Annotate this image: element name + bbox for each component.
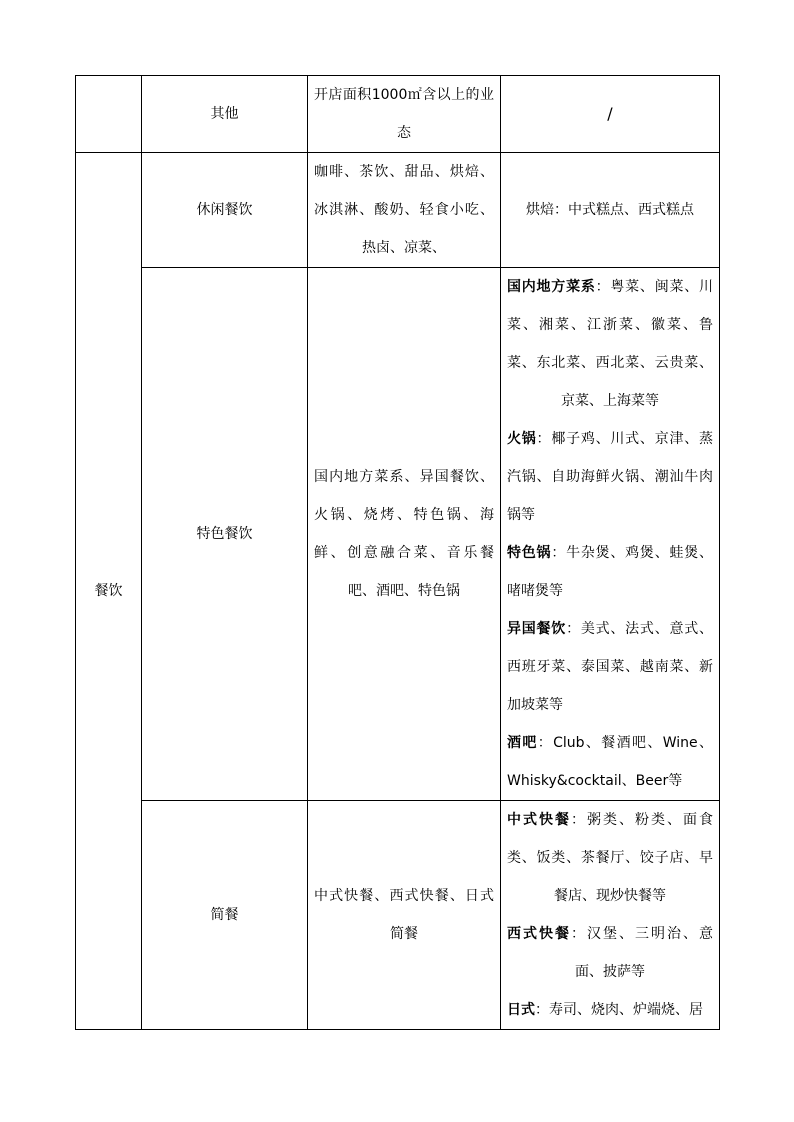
- detail-label: 国内地方菜系: [507, 279, 596, 295]
- detail-cell: 烘焙：中式糕点、西式糕点: [501, 153, 720, 268]
- detail-entry: [507, 268, 713, 420]
- detail-label: 日式: [507, 1002, 535, 1018]
- table-row: [76, 268, 720, 801]
- subcategory-cell: 简餐: [142, 801, 308, 1030]
- description-cell: 国内地方菜系、异国餐饮、火锅、烧烤、特色锅、海鲜、创意融合菜、音乐餐吧、酒吧、特色锅: [308, 268, 501, 801]
- detail-text: ：粤菜、闽菜、川菜、湘菜、江浙菜、徽菜、鲁菜、东北菜、西北菜、云贵菜、京菜、上海菜等: [507, 279, 714, 409]
- detail-entry: [507, 534, 713, 610]
- category-cell: [76, 76, 142, 153]
- table-row: [76, 153, 720, 268]
- detail-label: 西式快餐: [507, 926, 571, 942]
- category-table: [75, 75, 720, 1030]
- subcategory-cell: 休闲餐饮: [142, 153, 308, 268]
- detail-label: 酒吧: [507, 735, 538, 751]
- detail-text: ：椰子鸡、川式、京津、蒸汽锅、自助海鲜火锅、潮汕牛肉锅等: [507, 431, 714, 523]
- detail-entry: [507, 420, 713, 534]
- category-cell: 餐饮: [76, 153, 142, 1030]
- detail-text: ：Club、餐酒吧、Wine、Whisky&cocktail、Beer等: [507, 735, 713, 789]
- detail-entry: [507, 610, 713, 724]
- detail-text: ：汉堡、三明治、意面、披萨等: [571, 926, 713, 980]
- table-row: [76, 76, 720, 153]
- detail-text: ：粥类、粉类、面食类、饭类、茶餐厅、饺子店、早餐店、现炒快餐等: [507, 812, 713, 904]
- description-cell: 开店面积1000㎡含以上的业态: [308, 76, 501, 153]
- detail-label: 中式快餐: [507, 812, 571, 828]
- subcategory-cell: 特色餐饮: [142, 268, 308, 801]
- description-cell: 中式快餐、西式快餐、日式简餐: [308, 801, 501, 1030]
- subcategory-cell: 其他: [142, 76, 308, 153]
- detail-text: ：寿司、烧肉、炉端烧、居: [535, 1002, 703, 1018]
- detail-label: 异国餐饮: [507, 621, 567, 637]
- detail-cell: [501, 801, 720, 1030]
- detail-text: ：美式、法式、意式、西班牙菜、泰国菜、越南菜、新加坡菜等: [507, 621, 714, 713]
- description-cell: 咖啡、茶饮、甜品、烘焙、冰淇淋、酸奶、轻食小吃、热卤、凉菜、: [308, 153, 501, 268]
- detail-cell: [501, 268, 720, 801]
- table-row: [76, 801, 720, 1030]
- detail-entry: [507, 724, 713, 800]
- detail-entry: [507, 801, 713, 915]
- detail-text: ：牛杂煲、鸡煲、蛙煲、啫啫煲等: [507, 545, 714, 599]
- detail-label: 火锅: [507, 431, 537, 447]
- detail-entry: [507, 915, 713, 991]
- detail-entry: [507, 991, 713, 1029]
- detail-cell: /: [501, 76, 720, 153]
- detail-label: 特色锅: [507, 545, 552, 561]
